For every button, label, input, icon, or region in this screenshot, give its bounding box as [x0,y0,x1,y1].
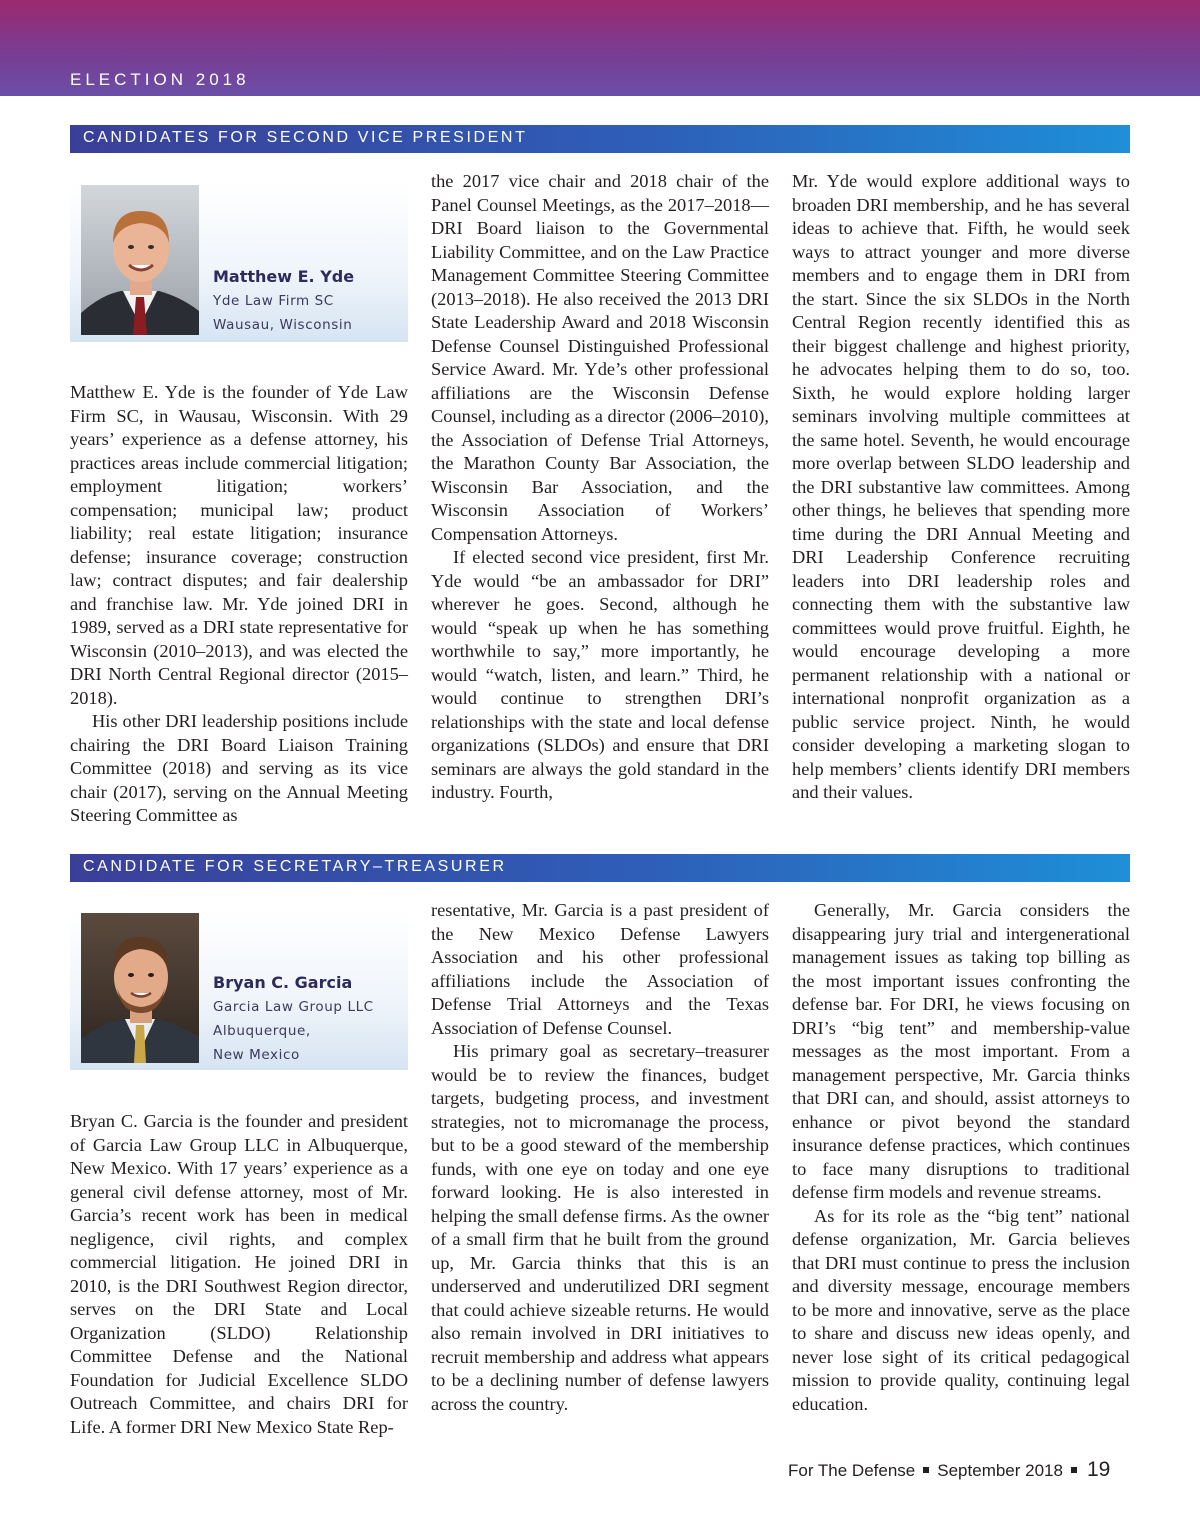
column-3-garcia [792,899,1130,1416]
page-footer [788,1458,1110,1482]
paragraph: Bryan C. Garcia is the founder and president of Garcia Law Group LLC in Albuquerque, New Mexico. With 17 years’ experience as a general civil defense attorney, most of Mr. Garcia’s recent work has been in medical negligence, civil rights, and complex commercial litigation. He joined DRI in 2010, is the DRI Southwest Region director, serves on the DRI State and Local Organization (SLDO) Relationship Committee Defense and the National Foundation for Judicial Excellence SLDO Outreach Committee, and chairs DRI for Life. A former DRI New Mexico State Rep- [70,1111,408,1437]
paragraph: Matthew E. Yde is the founder of Yde Law Firm SC, in Wausau, Wisconsin. With 29 years’ experience as a defense attorney, his practices areas include commercial litigation; employment litigation; workers’ compensation; municipal law; product liability; real estate litigation; insurance defense; insurance coverage; construction law; contract disputes; and fair dealership and franchise law. Mr. Yde joined DRI in 1989, served as a DRI state representative for Wisconsin (2010–2013), and was elected the DRI North Central Regional director (2015–2018). [70,382,408,708]
section-title: CANDIDATES FOR SECOND VICE PRESIDENT [83,129,528,146]
paragraph: His other DRI leadership positions include chairing the DRI Board Liaison Training Committee (2018) and serving as its vice chair (2017), serving on the Annual Meeting Steering Committee as [70,711,408,825]
column-2-yde [431,170,769,805]
issue-date: September 2018 [937,1461,1063,1480]
candidate-card-yde [70,182,408,342]
candidate-card-garcia [70,910,408,1070]
paragraph: Mr. Yde would explore additional ways to broaden DRI membership, and he has several ideas to achieve that. Fifth, he would seek ways to attract younger and more diverse members and to engage them in DRI from the start. Since the six SLDOs in the North Central Region recently identified this as their biggest challenge and highest priority, he advocates helping them to do so, too. Sixth, he would explore holding larger seminars involving multiple committees at the same hotel. Seventh, he would encourage more overlap between SLDO leadership and the DRI substantive law committees. Among other things, he believes that spending more time during the DRI Annual Meeting and DRI Leadership Conference recruiting leaders into DRI leadership roles and connecting them with the substantive law committees would prove fruitful. Eighth, he would encourage developing a more permanent relationship with a national or international nonprofit organization as a public service project. Ninth, he would consider developing a marketing slogan to help members’ clients identify DRI members and their values. [792,171,1130,802]
paragraph: Generally, Mr. Garcia considers the disappearing jury trial and intergenerational management issues as taking top billing as the most important issues confronting the defense bar. For DRI, he views focusing on DRI’s “big tent” and membership-value messages as the most important. From a management perspective, Mr. Garcia thinks that DRI can, and should, assist attorneys to enhance or pivot beyond the standard insurance defense practices, which continues to face many disruptions to traditional defense firm models and revenue streams. [792,900,1130,1202]
candidate-photo-garcia [81,913,199,1063]
section-title: CANDIDATE FOR SECRETARY–TREASURER [83,858,507,875]
section-bar-secretary-treasurer [70,854,1130,882]
candidate-firm: Yde Law Firm SC [213,293,334,309]
candidate-name: Matthew E. Yde [213,267,355,286]
candidate-location-state: New Mexico [213,1047,300,1063]
bullet-separator [923,1467,929,1473]
page-number: 19 [1086,1458,1111,1481]
candidate-location: Albuquerque, [213,1023,311,1039]
section-bar-second-vice-president [70,125,1130,153]
paragraph: resentative, Mr. Garcia is a past president of the New Mexico Defense Lawyers Association and his other professional affiliations include the Association of Defense Trial Attorneys and the Texas Association of Defense Counsel. [431,900,769,1038]
paragraph: As for its role as the “big tent” national defense organization, Mr. Garcia believes that DRI must continue to press the inclusion and diversity message, encourage members to be more and innovative, serve as the place to share and discuss new ideas openly, and never lose sight of its critical pedagogical mission to provide quality, continuing legal education. [792,1205,1130,1414]
candidate-location: Wausau, Wisconsin [213,317,353,333]
column-2-garcia [431,899,769,1416]
paragraph: the 2017 vice chair and 2018 chair of the Panel Counsel Meetings, as the 2017–2018—DRI Board liaison to the Governmental Liability Committee, and on the Law Practice Management Committee Steering Committee (2013–2018). He also received the 2013 DRI State Leadership Award and 2018 Wisconsin Defense Counsel Distinguished Professional Service Award. Mr. Yde’s other professional affiliations are the Wisconsin Defense Counsel, including as a director (2006–2010), the Association of Defense Trial Attorneys, the Marathon County Bar Association, the Wisconsin Bar Association, and the Wisconsin Association of Workers’ Compensation Attorneys. [431,171,769,544]
candidate-photo-yde [81,185,199,335]
column-3-yde [792,170,1130,805]
candidate-firm: Garcia Law Group LLC [213,999,374,1015]
column-1-yde [70,381,408,828]
paragraph: If elected second vice president, first Mr. Yde would “be an ambassador for DRI” wherever he goes. Second, although he would “speak up when he has something worthwhile to say,” more importantly, he would “watch, listen, and learn.” Third, he would continue to strengthen DRI’s relationships with the state and local defense organizations (SLDOs) and ensure that DRI seminars are always the gold standard in the industry. Fourth, [431,547,769,802]
column-1-garcia [70,1110,408,1439]
publication-name: For The Defense [788,1461,916,1480]
bullet-separator [1071,1467,1077,1473]
section-label: ELECTION 2018 [70,70,250,89]
candidate-name: Bryan C. Garcia [213,973,353,992]
paragraph: His primary goal as secretary–treasurer would be to review the finances, budget targets, budgeting process, and investment strategies, not to micromanage the process, but to be a good steward of the membership funds, with one eye on today and one eye forward looking. He is also interested in helping the small defense firms. As the owner of a small firm that he built from the ground up, Mr. Garcia thinks that this is an underserved and underutilized DRI segment that could achieve sizeable returns. He would also remain involved in DRI initiatives to recruit membership and address what appears to be a declining number of defense lawyers across the country. [431,1041,769,1414]
